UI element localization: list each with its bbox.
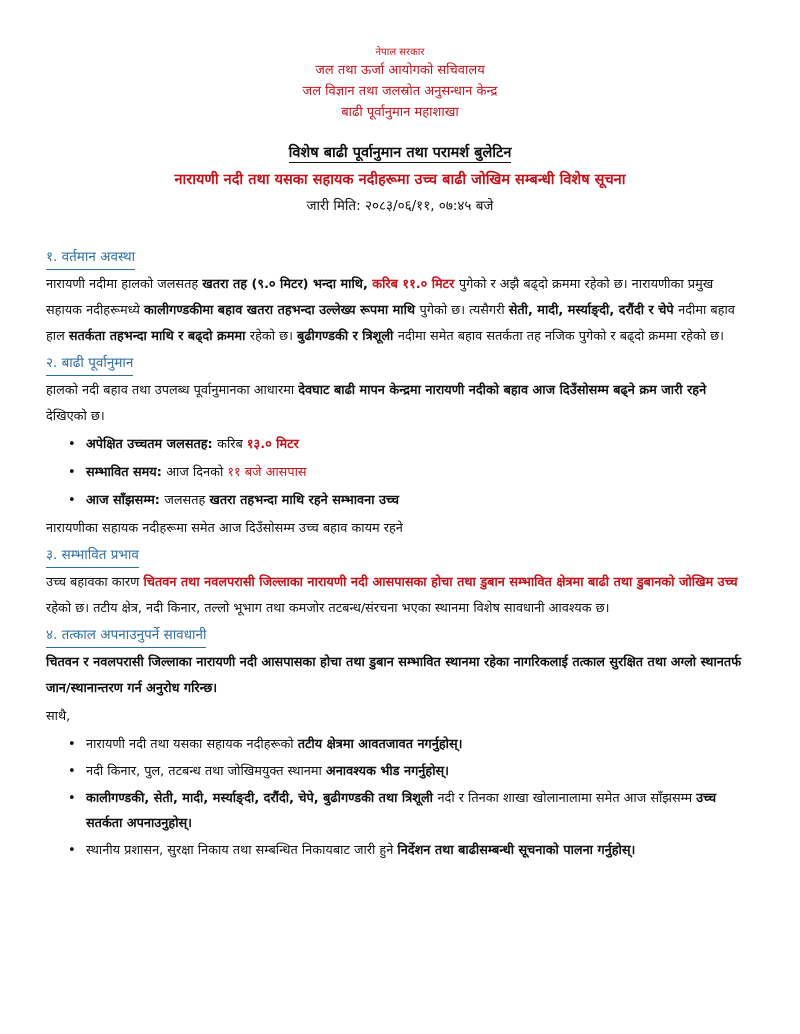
bulletin-title: विशेष बाढी पूर्वानुमान तथा परामर्श बुलेटिन <box>288 145 512 161</box>
list-item: • नारायणी नदी तथा यसका सहायक नदीहरूको तटीय क्षेत्रमा आवतजावत नगर्नुहोस्। <box>46 732 751 757</box>
current-status-paragraph: नारायणी नदीमा हालको जलसतह खतरा तह (९.० मिटर) भन्दा माथि, करिब ११.० मिटर पुगेको र अझै बढ्दो क्रममा रहेको छ। नारायणीका प्रमुख सहायक नदीहरूमध्ये कालीगण्डकीमा बहाव खतरा तहभन्दा उल्लेख्य रूपमा माथि पुगेको छ। त्यसैगरी सेती, मादी, मर्स्याङ्दी, दरौंदी र चेपे नदीमा बहाव हाल सतर्कता तहभन्दा माथि र बढ्दो क्रममा रहेको छ। बुढीगण्डकी र त्रिशूली नदीमा समेत बहाव सतर्कता तह नजिक पुगेको र बढ्दो क्रममा रहेको छ। <box>46 277 735 344</box>
list-item: • स्थानीय प्रशासन, सुरक्षा निकाय तथा सम्बन्धित निकायबाट जारी हुने निर्देशन तथा बाढीसम्बन्धी सूचनाको पालना गर्नुहोस्। <box>46 838 751 863</box>
section-heading-precautions: ४. तत्काल अपनाउनुपर्ने सावधानी <box>46 624 206 648</box>
government-name: नेपाल सरकार <box>375 47 425 58</box>
section-heading-possible-impact: ३. सम्भावित प्रभाव <box>46 544 139 568</box>
section-heading-current-status: १. वर्तमान अवस्था <box>46 246 135 270</box>
tributary-forecast-note: नारायणीका सहायक नदीहरूमा समेत आज दिउँसोसम्म उच्च बहाव कायम रहने <box>46 521 403 536</box>
bulletin-body <box>46 244 751 865</box>
bulletin-subtitle: नारायणी नदी तथा यसका सहायक नदीहरूमा उच्च बाढी जोखिम सम्बन्धी विशेष सूचना <box>174 172 626 188</box>
impact-paragraph: उच्च बहावका कारण चितवन तथा नवलपरासी जिल्लाका नारायणी नदी आसपासका होचा तथा डुबान सम्भावित क्षेत्रमा बाढी तथा डुबानको जोखिम उच्च रहेको छ। तटीय क्षेत्र, नदी किनार, तल्लो भूभाग तथा कमजोर तटबन्ध/संरचना भएका स्थानमा विशेष सावधानी आवश्यक छ। <box>46 575 738 616</box>
evacuation-request: चितवन र नवलपरासी जिल्लाका नारायणी नदी आसपासका होचा तथा डुबान सम्भावित स्थानमा रहेका नागरिकलाई तत्काल सुरक्षित तथा अग्लो स्थानतर्फ जान/स्थानान्तरण गर्न अनुरोध गरिन्छ। <box>46 655 742 696</box>
precaution-list <box>46 732 751 863</box>
center-name: जल विज्ञान तथा जलस्रोत अनुसन्धान केन्द्र <box>302 84 498 99</box>
bulletin-titles <box>0 143 800 217</box>
forecast-list <box>46 432 751 514</box>
issuer-header <box>0 46 800 123</box>
branch-name: बाढी पूर्वानुमान महाशाखा <box>341 105 459 120</box>
also-label: साथै, <box>46 709 71 724</box>
secretariat-name: जल तथा ऊर्जा आयोगको सचिवालय <box>315 63 485 78</box>
list-item: • नदी किनार, पुल, तटबन्ध तथा जोखिमयुक्त स्थानमा अनावश्यक भीड नगर्नुहोस्। <box>46 759 751 784</box>
section-heading-flood-forecast: २. बाढी पूर्वानुमान <box>46 352 133 376</box>
list-item: • सम्भावित समय: आज दिनको ११ बजे आसपास <box>46 460 751 486</box>
list-item: • अपेक्षित उच्चतम जलसतह: करिब १३.० मिटर <box>46 432 751 458</box>
issue-date: जारी मिति: २०८३/०६/११, ०७:४५ बजे <box>306 198 494 214</box>
list-item: • कालीगण्डकी, सेती, मादी, मर्स्याङ्दी, दरौंदी, चेपे, बुढीगण्डकी तथा त्रिशूली नदी र तिनका शाखा खोलानालामा समेत आज साँझसम्म उच्च सतर्कता अपनाउनुहोस्। <box>46 786 751 836</box>
list-item: • आज साँझसम्म: जलसतह खतरा तहभन्दा माथि रहने सम्भावना उच्च <box>46 488 751 514</box>
forecast-paragraph: हालको नदी बहाव तथा उपलब्ध पूर्वानुमानका आधारमा देवघाट बाढी मापन केन्द्रमा नारायणी नदीको बहाव आज दिउँसोसम्म बढ्ने क्रम जारी रहने देखिएको छ। <box>46 383 707 424</box>
